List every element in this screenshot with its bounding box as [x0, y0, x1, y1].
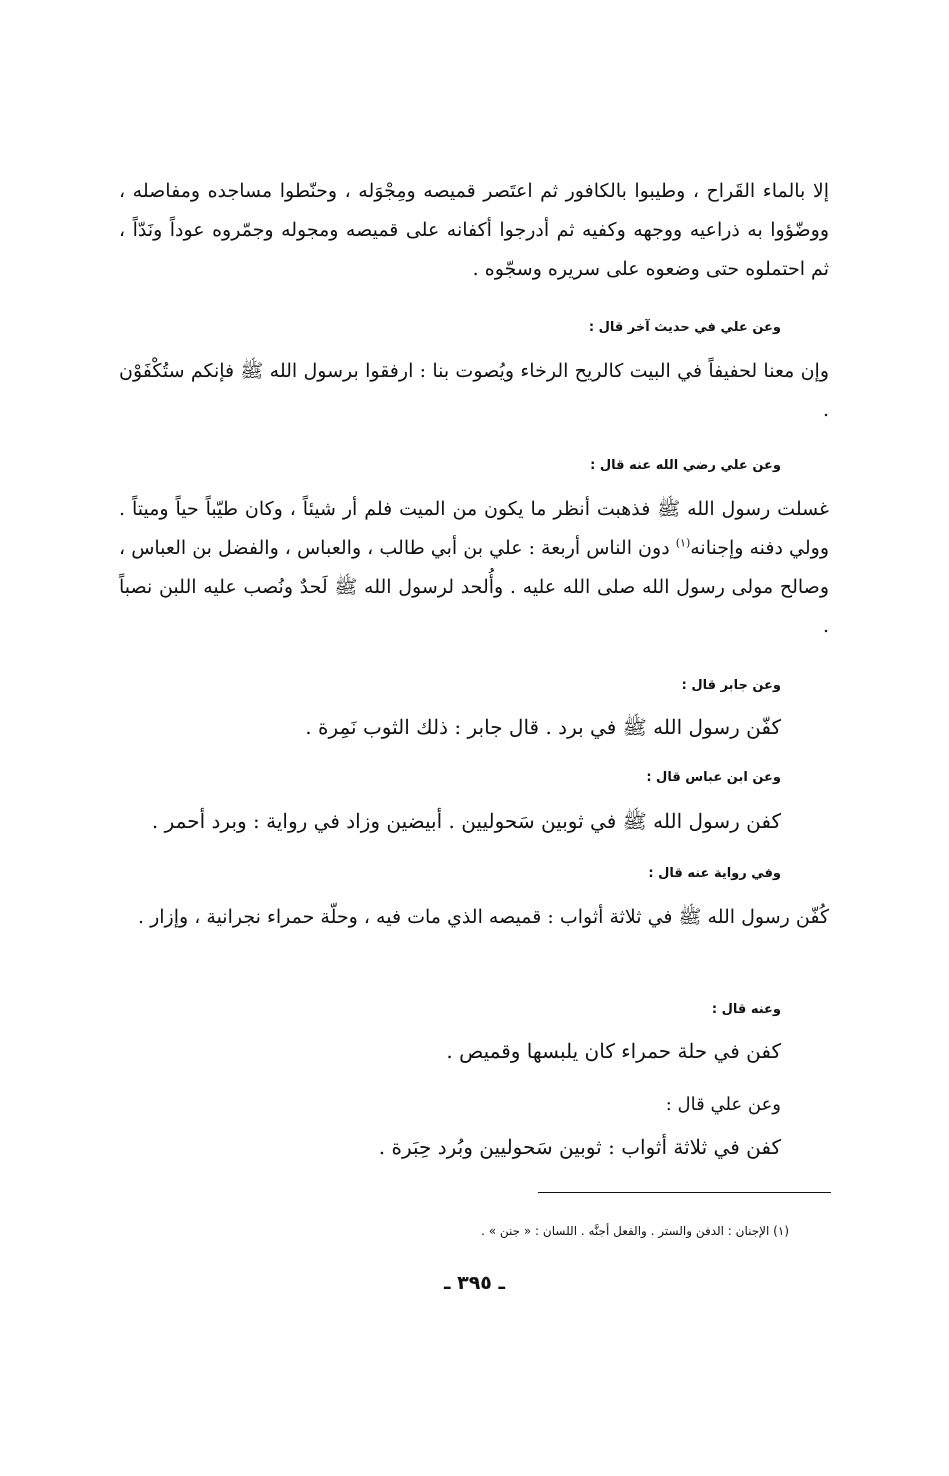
- line-jabir: كفّن رسول الله ﷺ في برد . قال جابر : ذلك الثوب نَمِرة .: [305, 715, 781, 739]
- heading-another-narration: وفي رواية عنه قال :: [648, 866, 781, 881]
- footnote: (١) الإجنان : الدفن والستر . والفعل أجنَّه . اللسان : « جنن » .: [481, 1224, 789, 1238]
- heading-jabir: وعن جابر قال :: [681, 678, 781, 693]
- paragraph-soft-wind: وإن معنا لحفيفاً في البيت كالريح الرخاء ويُصوت بنا : ارفقوا برسول الله ﷺ فإنكم ستُكْفَوْن .: [119, 360, 829, 421]
- heading-from-him: وعنه قال :: [711, 1002, 781, 1017]
- line-three-garments-ali: كفن في ثلاثة أثواب : ثوبين سَحوليين وبُرد حِبَرة .: [378, 1135, 781, 1159]
- paragraph-three-garments: كُفّن رسول الله ﷺ في ثلاثة أثواب : قميصه الذي مات فيه ، وحلّة حمراء نجرانية ، وإزار .: [138, 906, 829, 928]
- heading-ali-said: وعن علي رضي الله عنه قال :: [590, 458, 781, 473]
- heading-ali-said-2: وعن علي قال :: [665, 1094, 781, 1115]
- line-ibn-abbas: كفن رسول الله ﷺ في ثوبين سَحوليين . أبيضين وزاد في رواية : وبرد أحمر .: [151, 809, 781, 833]
- heading-ali-other-hadith: وعن علي في حديث آخر قال :: [588, 320, 781, 335]
- footnote-marker: (١): [675, 536, 691, 550]
- footnote-divider: [538, 1192, 831, 1193]
- paragraph-washed-prophet-part2: دون الناس أربعة : علي بن أبي طالب ، والعباس ، والفضل بن العباس ، وصالح مولى رسول الله صلى الله عليه . وأُلحد لرسول الله ﷺ لَحدٌ ونُصب عليه اللبن نصباً .: [119, 537, 829, 637]
- paragraph-washed-prophet-part1: غسلت رسول الله ﷺ فذهبت أنظر ما يكون من الميت فلم أر شيئاً ، وكان طيّباً حياً وميتاً . وولي دفنه وإجنانه: [119, 498, 829, 559]
- paragraph-washed-prophet: [119, 490, 829, 646]
- line-red-hulla: كفن في حلة حمراء كان يلبسها وقميص .: [446, 1039, 781, 1063]
- heading-ibn-abbas: وعن ابن عباس قال :: [646, 770, 781, 785]
- page-number: ـ ٣٩٥ ـ: [443, 1272, 505, 1294]
- paragraph-washing: إلا بالماء القَراح ، وطيبوا بالكافور ثم اعتَصر قميصه ومِجْوَله ، وحنّطوا مساجده ومفاصله ، ووضّؤوا به ذراعيه ووجهه وكفيه ثم أدرجوا أكفانه على قميصه ومجوله وجمّروه عوداً ونَدّاً ، ثم احتملوه حتى وضعوه على سريره وسجّوه .: [119, 180, 829, 280]
